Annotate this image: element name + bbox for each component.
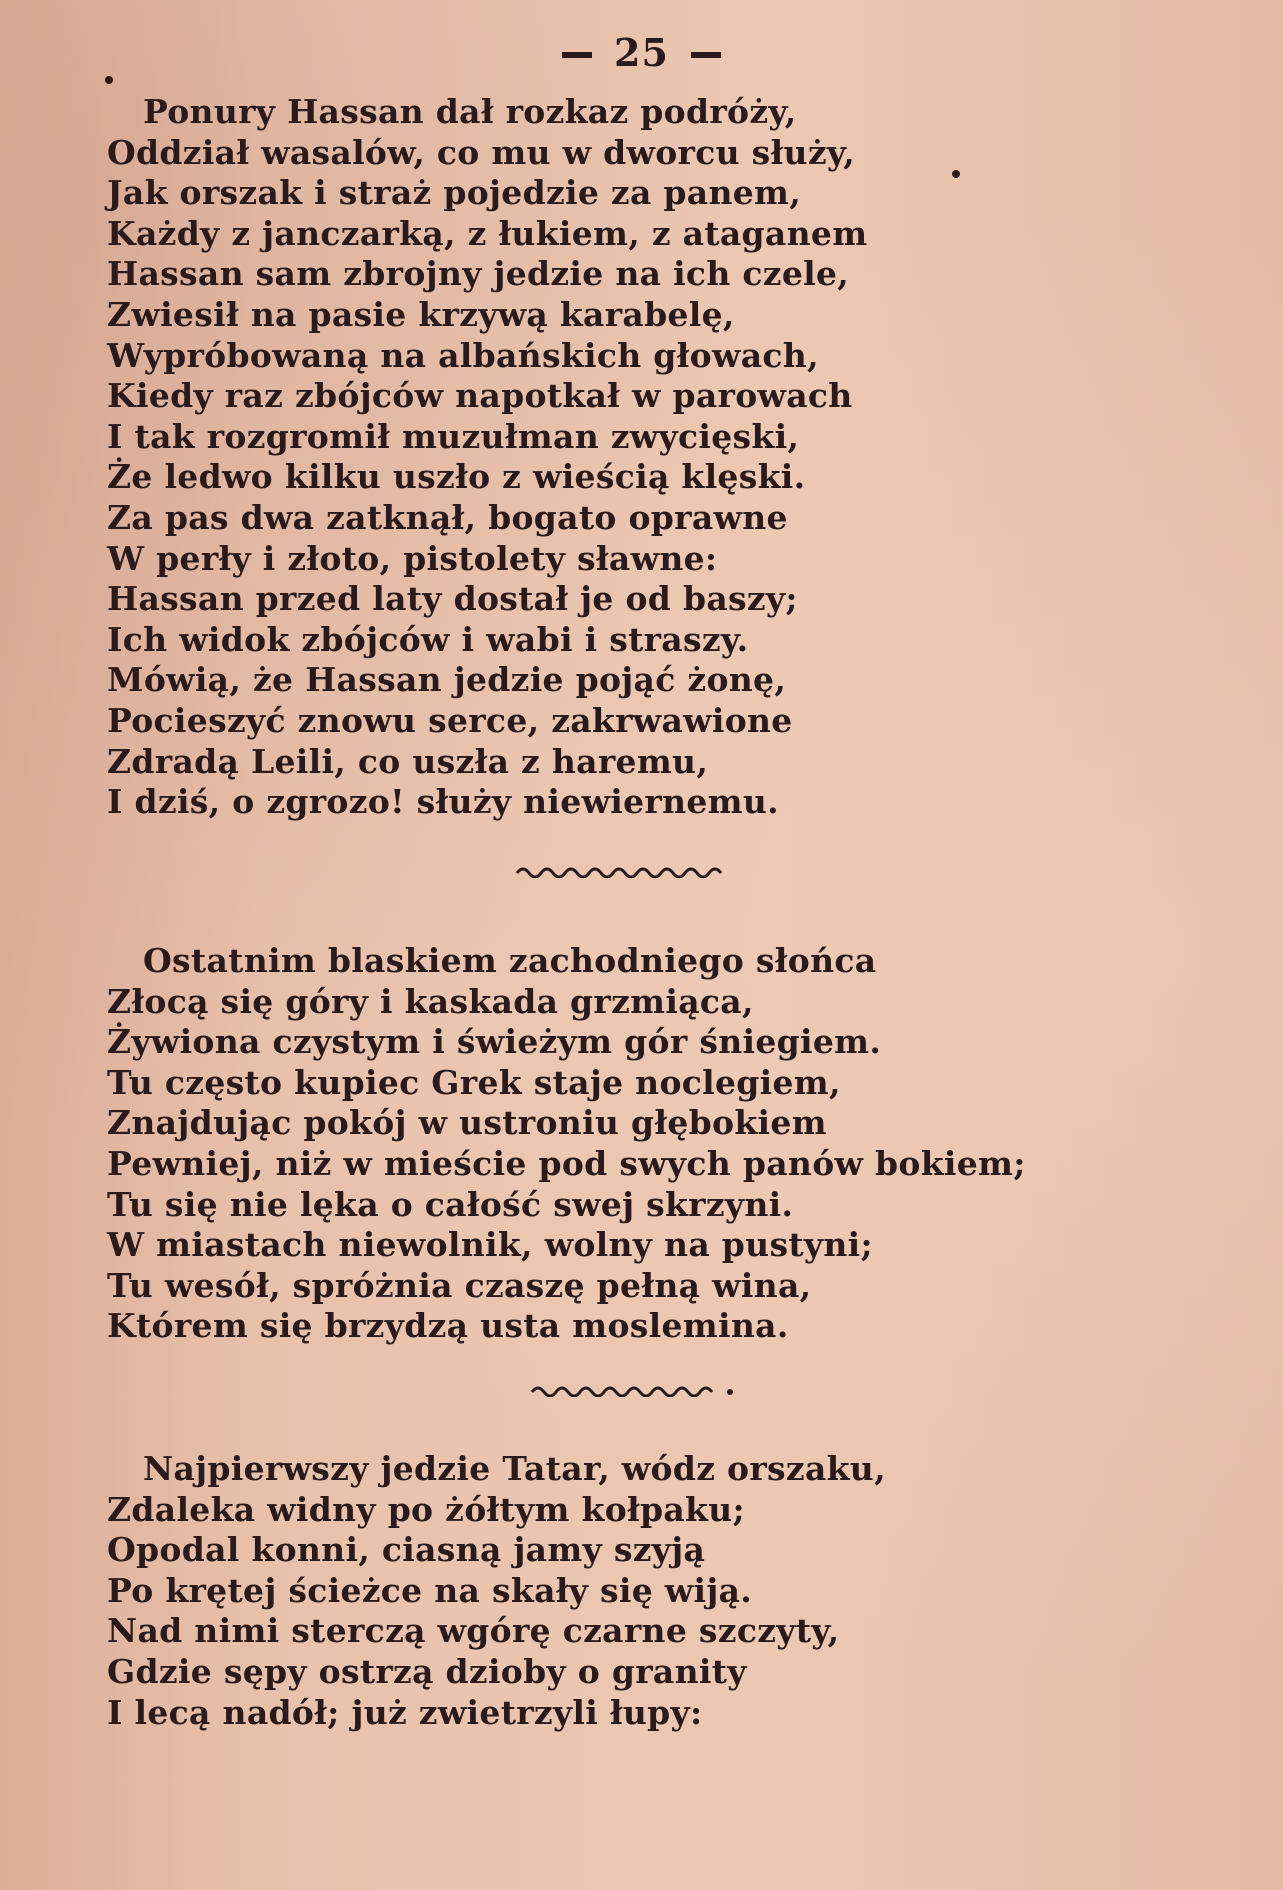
verse-line: Którem się brzydzą usta moslemina. bbox=[107, 1306, 789, 1346]
verse-line: Gdzie sępy ostrzą dzioby o granity bbox=[107, 1651, 747, 1691]
verse-line: Nad nimi sterczą wgórę czarne szczyty, bbox=[107, 1611, 840, 1651]
verse-line: Po krętej ścieżce na skały się wiją. bbox=[107, 1570, 753, 1610]
verse-line: W miastach niewolnik, wolny na pustyni; bbox=[107, 1225, 873, 1265]
verse-line: Pewniej, niż w mieście pod swych panów bokiem; bbox=[107, 1143, 1026, 1183]
page-number-dash-left bbox=[562, 52, 592, 58]
ink-speck bbox=[952, 170, 960, 178]
page-number: 25 bbox=[614, 30, 669, 75]
verse-line: Ponury Hassan dał rozkaz podróży, bbox=[143, 92, 797, 131]
verse-line: Zdradą Leili, co uszła z haremu, bbox=[107, 741, 709, 781]
verse-line: Znajdując pokój w ustroniu głębokiem bbox=[107, 1103, 827, 1143]
verse-line: Tu się nie lęka o całość swej skrzyni. bbox=[107, 1184, 794, 1224]
verse-line: Tu często kupiec Grek staje noclegiem, bbox=[107, 1062, 841, 1102]
wavy-divider-ornament bbox=[515, 864, 725, 878]
verse-line: Złocą się góry i kaskada grzmiąca, bbox=[107, 981, 754, 1021]
verse-line: Tu wesół, spróżnia czaszę pełną wina, bbox=[107, 1265, 812, 1305]
page-number-dash-right bbox=[691, 52, 721, 58]
verse-line: Oddział wasalów, co mu w dworcu służy, bbox=[107, 132, 855, 172]
verse-line: I lecą nadół; już zwietrzyli łupy: bbox=[107, 1692, 703, 1732]
stanza bbox=[107, 1449, 886, 1733]
verse-line: Każdy z janczarką, z łukiem, z ataganem bbox=[107, 213, 868, 253]
verse-line: Że ledwo kilku uszło z wieścią klęski. bbox=[107, 457, 806, 497]
verse-line: W perły i złoto, pistolety sławne: bbox=[107, 538, 718, 578]
verse-line: Opodal konni, ciasną jamy szyją bbox=[107, 1530, 706, 1570]
verse-line: Zwiesił na pasie krzywą karabelę, bbox=[107, 294, 735, 334]
verse-line: Za pas dwa zatknął, bogato oprawne bbox=[107, 497, 788, 537]
verse-line: Hassan sam zbrojny jedzie na ich czele, bbox=[107, 254, 850, 294]
verse-line: Zdaleka widny po żółtym kołpaku; bbox=[107, 1489, 746, 1529]
verse-line: Mówią, że Hassan jedzie pojąć żonę, bbox=[107, 660, 787, 700]
verse-line: Hassan przed laty dostał je od baszy; bbox=[107, 579, 798, 619]
ink-speck bbox=[105, 76, 113, 84]
verse-line: Ostatnim blaskiem zachodniego słońca bbox=[143, 941, 877, 980]
verse-line: Wypróbowaną na albańskich głowach, bbox=[107, 335, 819, 375]
stanza bbox=[107, 92, 867, 823]
verse-line: Pocieszyć znowu serce, zakrwawione bbox=[107, 700, 793, 740]
wavy-divider-ornament bbox=[530, 1383, 740, 1397]
verse-line: Kiedy raz zbójców napotkał w parowach bbox=[107, 376, 853, 416]
verse-line: I tak rozgromił muzułman zwycięski, bbox=[107, 416, 800, 456]
verse-line: Jak orszak i straż pojedzie za panem, bbox=[107, 173, 802, 213]
verse-line: Najpierwszy jedzie Tatar, wódz orszaku, bbox=[143, 1449, 886, 1488]
verse-line: Żywiona czystym i świeżym gór śniegiem. bbox=[107, 1022, 882, 1062]
verse-line: Ich widok zbójców i wabi i straszy. bbox=[107, 619, 749, 659]
page-number-header bbox=[0, 30, 1283, 75]
stanza bbox=[107, 941, 1026, 1347]
verse-line: I dziś, o zgrozo! służy niewiernemu. bbox=[107, 782, 779, 822]
